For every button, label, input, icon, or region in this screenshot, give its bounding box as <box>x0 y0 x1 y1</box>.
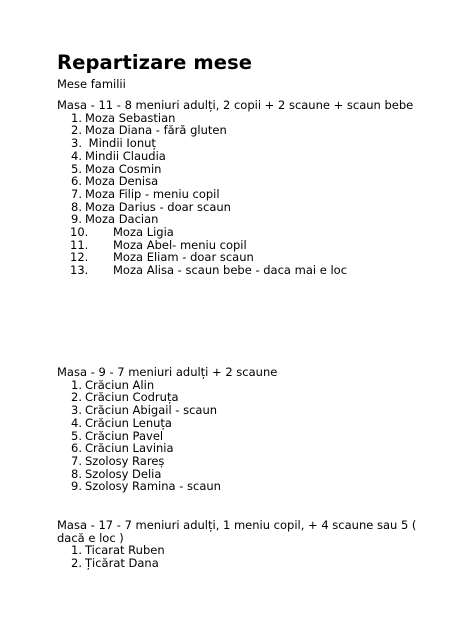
guest-list <box>57 112 417 277</box>
guest-list <box>57 544 417 569</box>
guest-name: Crăciun Lenuța <box>85 415 172 430</box>
page-title: Repartizare mese <box>57 51 253 74</box>
list-number: 2. <box>71 123 82 138</box>
guest-name: Szolosy Rareș <box>85 453 165 468</box>
list-number: 5. <box>71 161 82 176</box>
guest-name: Mindii Claudia <box>85 148 166 163</box>
guest-name: Crăciun Alin <box>85 377 155 392</box>
list-number: 7. <box>71 186 82 201</box>
guest-name: Crăciun Abigail - scaun <box>85 403 218 418</box>
list-number: 3. <box>71 136 82 151</box>
guest-name: Moza Ligia <box>113 225 174 240</box>
list-number: 4. <box>71 415 82 430</box>
list-number: 2. <box>71 390 82 405</box>
list-number: 7. <box>71 453 82 468</box>
table-heading: Masa - 9 - 7 meniuri adulți + 2 scaune <box>57 365 278 379</box>
guest-name: Moza Sebastian <box>85 110 176 125</box>
list-item <box>57 480 417 493</box>
list-item <box>57 557 417 570</box>
list-number: 6. <box>71 174 82 189</box>
guest-name: Crăciun Codruța <box>85 390 179 405</box>
guest-name: Szolosy Delia <box>85 466 162 481</box>
table-heading: Masa - 17 - 7 meniuri adulți, 1 meniu copil, + 4 scaune sau 5 ( dacă e loc ) <box>57 518 417 545</box>
list-item <box>57 264 417 277</box>
list-number: 1. <box>71 543 82 558</box>
guest-name: Moza Cosmin <box>85 161 162 176</box>
list-number: 8. <box>71 199 82 214</box>
guest-list <box>57 379 417 493</box>
list-item <box>57 213 417 226</box>
guest-name: Szolosy Ramina - scaun <box>85 479 221 494</box>
list-number: 12. <box>70 250 89 265</box>
guest-name: Crăciun Lavinia <box>85 441 174 456</box>
document-page <box>57 50 417 571</box>
list-number: 9. <box>71 479 82 494</box>
list-number: 2. <box>71 556 82 571</box>
list-number: 3. <box>71 403 82 418</box>
list-number: 11. <box>70 237 89 252</box>
list-number: 5. <box>71 428 82 443</box>
guest-name: Moza Abel- meniu copil <box>113 237 247 252</box>
list-number: 1. <box>71 110 82 125</box>
guest-name: Moza Dacian <box>85 212 159 227</box>
guest-name: Crăciun Pavel <box>85 428 164 443</box>
table-section-9 <box>57 366 417 493</box>
guest-name: Ticarat Ruben <box>85 543 165 558</box>
guest-name: Moza Eliam - doar scaun <box>113 250 254 265</box>
list-number: 6. <box>71 441 82 456</box>
list-number: 10. <box>70 225 89 240</box>
table-section-11 <box>57 99 417 277</box>
page-subtitle: Mese familii <box>57 77 126 91</box>
guest-name: Moza Denisa <box>85 174 159 189</box>
table-heading: Masa - 11 - 8 meniuri adulți, 2 copii + 2 scaune + scaun bebe <box>57 98 414 112</box>
guest-name: Moza Diana - fără gluten <box>85 123 227 138</box>
guest-name: Țicărat Dana <box>85 556 159 571</box>
guest-name: Mindii Ionuț <box>85 136 156 151</box>
list-number: 4. <box>71 148 82 163</box>
list-number: 9. <box>71 212 82 227</box>
list-number: 13. <box>70 263 89 278</box>
list-number: 1. <box>71 377 82 392</box>
list-number: 8. <box>71 466 82 481</box>
guest-name: Moza Filip - meniu copil <box>85 186 220 201</box>
guest-name: Moza Alisa - scaun bebe - daca mai e loc <box>113 263 348 278</box>
guest-name: Moza Darius - doar scaun <box>85 199 231 214</box>
table-section-17 <box>57 519 417 570</box>
